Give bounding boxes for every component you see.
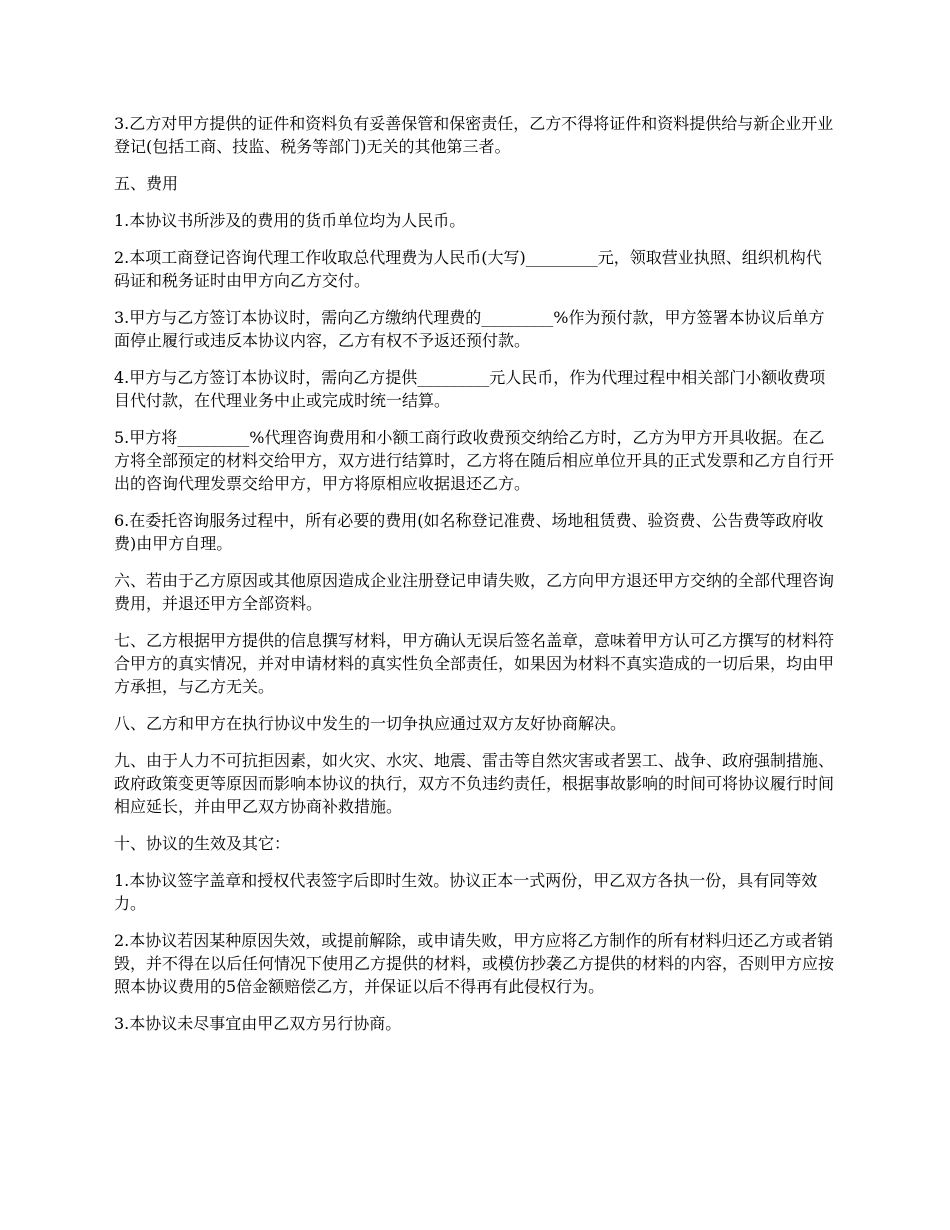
paragraph-fee-receipt: 5.甲方将_________%代理咨询费用和小额工商行政收费预交纳给乙方时，乙方为甲方开具收据。在乙方将全部预定的材料交给甲方，双方进行结算时，乙方将在随后相应单位开具的正式发票和乙方自行开出的咨询代理发票交给甲方，甲方将原相应收据退还乙方。 bbox=[114, 428, 835, 493]
paragraph-fee-prepayment: 3.甲方与乙方签订本协议时，需向乙方缴纳代理费的_________%作为预付款，甲方签署本协议后单方面停止履行或违反本协议内容，乙方有权不予返还预付款。 bbox=[114, 308, 825, 350]
paragraph-section-eight: 八、乙方和甲方在执行协议中发生的一切争执应通过双方友好协商解决。 bbox=[114, 714, 627, 733]
paragraph-section-seven: 七、乙方根据甲方提供的信息撰写材料，甲方确认无误后签名盖章，意味着甲方认可乙方撰写的材料符合甲方的真实情况，并对申请材料的真实性负全部责任，如果因为材料不真实造成的一切后果，均由甲方承担，与乙方无关。 bbox=[114, 631, 835, 696]
paragraph-fee-total: 2.本项工商登记咨询代理工作收取总代理费为人民币(大写)_________元，领取营业执照、组织机构代码证和税务证时由甲方向乙方交付。 bbox=[114, 248, 822, 290]
section-heading-fees: 五、费用 bbox=[114, 174, 179, 193]
section-heading-effect: 十、协议的生效及其它： bbox=[114, 834, 291, 853]
paragraph-effect-2: 2.本协议若因某种原因失效，或提前解除，或申请失败，甲方应将乙方制作的所有材料归还乙方或者销毁，并不得在以后任何情况下使用乙方提供的材料，或模仿抄袭乙方提供的材料的内容，否则甲方应按照本协议费用的5倍金额赔偿乙方，并保证以后不得再有此侵权行为。 bbox=[114, 931, 835, 996]
paragraph-effect-3: 3.本协议未尽事宜由甲乙双方另行协商。 bbox=[114, 1014, 402, 1033]
paragraph-section-six: 六、若由于乙方原因或其他原因造成企业注册登记申请失败，乙方向甲方退还甲方交纳的全部代理咨询费用，并退还甲方全部资料。 bbox=[114, 571, 835, 613]
paragraph-clause-3-confidentiality: 3.乙方对甲方提供的证件和资料负有妥善保管和保密责任，乙方不得将证件和资料提供给与新企业开业登记(包括工商、技监、税务等部门)无关的其他第三者。 bbox=[114, 114, 834, 156]
paragraph-section-nine: 九、由于人力不可抗拒因素，如火灾、水灾、地震、雷击等自然灾害或者罢工、战争、政府强制措施、政府政策变更等原因而影响本协议的执行，双方不负违约责任，根据事故影响的时间可将协议履行时间相应延长，并由甲乙双方协商补救措施。 bbox=[114, 751, 835, 816]
paragraph-fee-expenses: 6.在委托咨询服务过程中，所有必要的费用(如名称登记准费、场地租赁费、验资费、公告费等政府收费)由甲方自理。 bbox=[114, 511, 824, 553]
paragraph-fee-currency: 1.本协议书所涉及的费用的货币单位均为人民币。 bbox=[114, 211, 466, 230]
paragraph-fee-advance: 4.甲方与乙方签订本协议时，需向乙方提供_________元人民币，作为代理过程中相关部门小额收费项目代付款，在代理业务中止或完成时统一结算。 bbox=[114, 368, 826, 410]
paragraph-effect-1: 1.本协议签字盖章和授权代表签字后即时生效。协议正本一式两份，甲乙双方各执一份，具有同等效力。 bbox=[114, 871, 818, 913]
